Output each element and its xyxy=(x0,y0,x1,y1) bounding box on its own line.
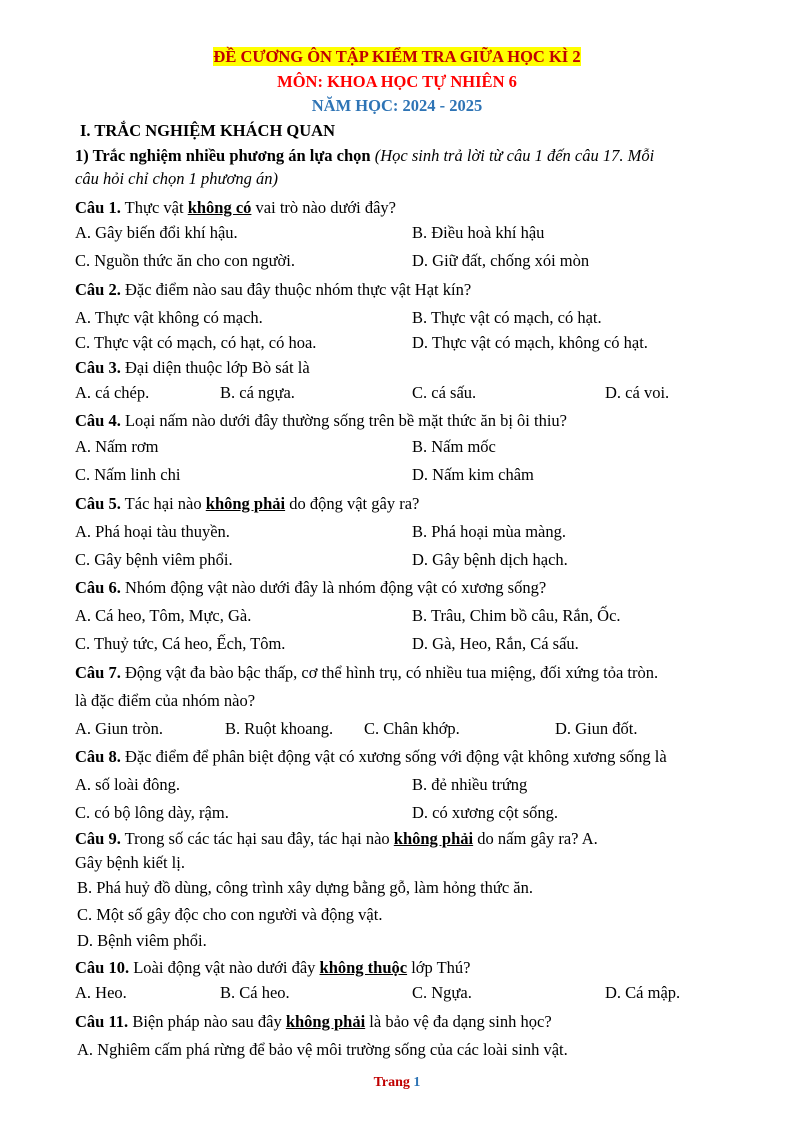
q11-option-a: A. Nghiêm cấm phá rừng để bảo vệ môi trường sống của các loài sinh vật. xyxy=(77,1040,568,1059)
q1-option-d: D. Giữ đất, chống xói mòn xyxy=(412,251,590,270)
section-title: I. TRẮC NGHIỆM KHÁCH QUAN xyxy=(80,121,336,140)
doc-subject: MÔN: KHOA HỌC TỰ NHIÊN 6 xyxy=(277,72,517,91)
q7-option-c: C. Chân khớp. xyxy=(364,719,460,738)
q8-option-c: C. có bộ lông dày, rậm. xyxy=(75,803,229,822)
question-1: Câu 1. Thực vật không có vai trò nào dưới đây? xyxy=(75,198,397,217)
q5-option-c: C. Gây bệnh viêm phổi. xyxy=(75,550,233,569)
q8-option-d: D. có xương cột sống. xyxy=(412,803,558,822)
q9-option-c: C. Một số gây độc cho con người và động vật. xyxy=(77,905,383,924)
q10-option-a: A. Heo. xyxy=(75,983,127,1002)
q9-option-a-continued: Gây bệnh kiết lị. xyxy=(75,853,185,872)
q8-option-a: A. số loài đông. xyxy=(75,775,180,794)
q3-option-c: C. cá sấu. xyxy=(412,383,477,402)
question-7: Câu 7. Động vật đa bào bậc thấp, cơ thể hình trụ, có nhiều tua miệng, đối xứng tỏa tròn. xyxy=(75,663,659,682)
q1-option-b: B. Điều hoà khí hậu xyxy=(412,223,545,242)
q2-option-c: C. Thực vật có mạch, có hạt, có hoa. xyxy=(75,333,317,352)
question-5: Câu 5. Tác hại nào không phải do động vật gây ra? xyxy=(75,494,420,513)
question-6: Câu 6. Nhóm động vật nào dưới đây là nhóm động vật có xương sống? xyxy=(75,578,547,597)
q6-option-a: A. Cá heo, Tôm, Mực, Gà. xyxy=(75,606,252,625)
q8-option-b: B. đẻ nhiều trứng xyxy=(412,775,528,794)
part-note: câu hỏi chỉ chọn 1 phương án) xyxy=(75,169,278,188)
part-heading: 1) Trắc nghiệm nhiều phương án lựa chọn (Học sinh trả lời từ câu 1 đến câu 17. Mỗi xyxy=(75,146,655,165)
page-number: 1 xyxy=(413,1075,421,1090)
q6-option-d: D. Gà, Heo, Rắn, Cá sấu. xyxy=(412,634,579,653)
question-8: Câu 8. Đặc điểm để phân biệt động vật có xương sống với động vật không xương sống là xyxy=(75,747,667,766)
q1-option-a: A. Gây biến đổi khí hậu. xyxy=(75,223,238,242)
q6-option-b: B. Trâu, Chim bồ câu, Rắn, Ốc. xyxy=(412,606,621,625)
q6-option-c: C. Thuỷ tức, Cá heo, Ếch, Tôm. xyxy=(75,634,286,653)
q4-option-d: D. Nấm kim châm xyxy=(412,465,534,484)
q4-option-b: B. Nấm mốc xyxy=(412,437,496,456)
q4-option-c: C. Nấm linh chi xyxy=(75,465,181,484)
q9-option-d: D. Bệnh viêm phổi. xyxy=(77,931,207,950)
question-9: Câu 9. Trong số các tác hại sau đây, tác hại nào không phải do nấm gây ra? A. xyxy=(75,829,598,848)
q10-option-d: D. Cá mập. xyxy=(605,983,681,1002)
question-10: Câu 10. Loài động vật nào dưới đây không thuộc lớp Thú? xyxy=(75,958,471,977)
q4-option-a: A. Nấm rơm xyxy=(75,437,159,456)
q7-option-d: D. Giun đốt. xyxy=(555,719,638,738)
question-4: Câu 4. Loại nấm nào dưới đây thường sống trên bề mặt thức ăn bị ôi thiu? xyxy=(75,411,567,430)
q5-option-b: B. Phá hoại mùa màng. xyxy=(412,522,566,541)
question-2: Câu 2. Đặc điểm nào sau đây thuộc nhóm thực vật Hạt kín? xyxy=(75,280,472,299)
q2-option-d: D. Thực vật có mạch, không có hạt. xyxy=(412,333,648,352)
q5-option-a: A. Phá hoại tàu thuyền. xyxy=(75,522,230,541)
page-footer xyxy=(0,1074,794,1092)
q7-option-b: B. Ruột khoang. xyxy=(225,719,334,738)
q5-option-d: D. Gây bệnh dịch hạch. xyxy=(412,550,568,569)
q2-option-b: B. Thực vật có mạch, có hạt. xyxy=(412,308,602,327)
page-label: Trang xyxy=(373,1075,410,1090)
q3-option-b: B. cá ngựa. xyxy=(220,383,295,402)
q10-option-c: C. Ngựa. xyxy=(412,983,472,1002)
doc-school-year: NĂM HỌC: 2024 - 2025 xyxy=(311,96,483,115)
q3-option-d: D. cá voi. xyxy=(605,383,670,402)
q3-option-a: A. cá chép. xyxy=(75,383,150,402)
question-7-continued: là đặc điểm của nhóm nào? xyxy=(75,691,256,710)
q7-option-a: A. Giun tròn. xyxy=(75,719,163,738)
q10-option-b: B. Cá heo. xyxy=(220,983,290,1002)
q1-option-c: C. Nguồn thức ăn cho con người. xyxy=(75,251,295,270)
question-11: Câu 11. Biện pháp nào sau đây không phải là bảo vệ đa dạng sinh học? xyxy=(75,1012,552,1031)
q2-option-a: A. Thực vật không có mạch. xyxy=(75,308,263,327)
question-3: Câu 3. Đại diện thuộc lớp Bò sát là xyxy=(75,358,310,377)
q9-option-b: B. Phá huỷ đồ dùng, công trình xây dựng bằng gỗ, làm hỏng thức ăn. xyxy=(77,878,533,897)
doc-title: ĐỀ CƯƠNG ÔN TẬP KIỂM TRA GIỮA HỌC KÌ 2 xyxy=(213,47,581,66)
